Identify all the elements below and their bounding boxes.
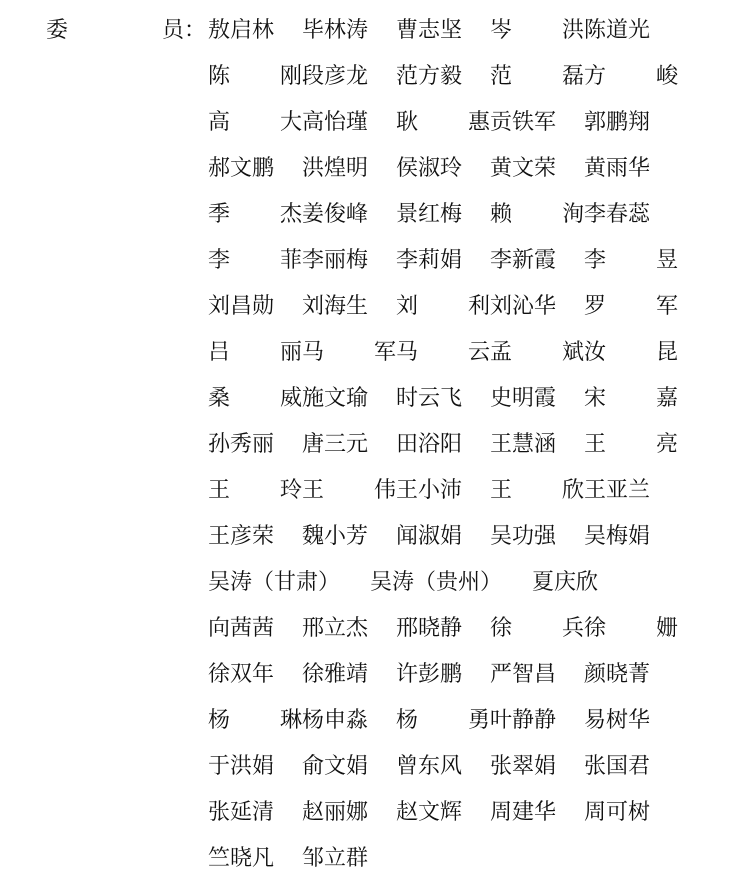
member-name: 李莉娟 [396, 248, 463, 273]
member-name: 岑 洪 [490, 18, 584, 43]
member-name: 严智昌 [490, 662, 557, 687]
member-name: 邢立杰 [302, 616, 369, 641]
member-name: 李新霞 [490, 248, 557, 273]
member-name: 施文瑜 [302, 386, 369, 411]
member-name: 汝 昆 [584, 340, 678, 365]
member-name: 闻淑娟 [396, 524, 463, 549]
member-name: 竺晓凡 [208, 846, 275, 871]
member-name: 张国君 [584, 754, 651, 779]
member-name-list [208, 14, 728, 888]
member-name: 吕 丽 [208, 340, 302, 365]
member-name: 刘海生 [302, 294, 369, 319]
member-name: 周建华 [490, 800, 557, 825]
member-name: 史明霞 [490, 386, 557, 411]
member-name: 唐三元 [302, 432, 369, 457]
name-row [208, 336, 728, 382]
member-name: 吴涛（甘肃） [208, 570, 341, 595]
member-name: 易树华 [584, 708, 651, 733]
member-name: 孙秀丽 [208, 432, 275, 457]
member-name: 刘 利 [396, 294, 490, 319]
member-name: 张延清 [208, 800, 275, 825]
member-name: 王亚兰 [584, 478, 651, 503]
name-row [208, 106, 728, 152]
member-name: 黄文荣 [490, 156, 557, 181]
member-name: 陈 刚 [208, 64, 302, 89]
member-name: 王 伟 [302, 478, 396, 503]
member-name: 高 大 [208, 110, 302, 135]
member-name: 向茜茜 [208, 616, 275, 641]
name-row [208, 198, 728, 244]
member-name: 刘沁华 [490, 294, 557, 319]
member-name: 宋 嘉 [584, 386, 678, 411]
member-name: 许彭鹏 [396, 662, 463, 687]
member-name: 吴功强 [490, 524, 557, 549]
member-name: 毕林涛 [302, 18, 369, 43]
member-name: 徐雅靖 [302, 662, 369, 687]
member-name: 洪煌明 [302, 156, 369, 181]
member-name: 时云飞 [396, 386, 463, 411]
member-name: 黄雨华 [584, 156, 651, 181]
member-name: 李春蕊 [584, 202, 651, 227]
member-name: 王慧涵 [490, 432, 557, 457]
name-row [208, 428, 728, 474]
name-row [208, 658, 728, 704]
member-name: 桑 威 [208, 386, 302, 411]
member-name: 王 欣 [490, 478, 584, 503]
member-name: 徐 兵 [490, 616, 584, 641]
member-name: 魏小芳 [302, 524, 369, 549]
name-row [208, 612, 728, 658]
member-name: 孟 斌 [490, 340, 584, 365]
member-name: 罗 军 [584, 294, 678, 319]
name-row [208, 382, 728, 428]
member-name: 吴涛（贵州） [370, 570, 503, 595]
member-name: 杨 琳 [208, 708, 302, 733]
member-name: 俞文娟 [302, 754, 369, 779]
member-name: 颜晓菁 [584, 662, 651, 687]
member-name: 郝文鹏 [208, 156, 275, 181]
member-name: 夏庆欣 [532, 570, 599, 595]
name-row [208, 290, 728, 336]
member-name: 叶静静 [490, 708, 557, 733]
member-name: 李 菲 [208, 248, 302, 273]
member-name: 杨申淼 [302, 708, 369, 733]
member-name: 方 峻 [584, 64, 678, 89]
member-name: 邹立群 [302, 846, 369, 871]
member-name: 王 玲 [208, 478, 302, 503]
name-row [208, 520, 728, 566]
member-name: 徐 姗 [584, 616, 678, 641]
name-row [208, 750, 728, 796]
name-row [208, 14, 728, 60]
member-name: 邢晓静 [396, 616, 463, 641]
member-name: 李丽梅 [302, 248, 369, 273]
member-name: 刘昌勋 [208, 294, 275, 319]
member-name: 赵文辉 [396, 800, 463, 825]
member-name: 郭鹏翔 [584, 110, 651, 135]
member-name: 曾东风 [396, 754, 463, 779]
member-name: 曹志坚 [396, 18, 463, 43]
member-name: 马 云 [396, 340, 490, 365]
member-name: 段彦龙 [302, 64, 369, 89]
member-name: 姜俊峰 [302, 202, 369, 227]
member-name: 敖启林 [208, 18, 275, 43]
member-name: 陈道光 [584, 18, 651, 43]
member-name: 徐双年 [208, 662, 275, 687]
name-row [208, 152, 728, 198]
member-name: 赵丽娜 [302, 800, 369, 825]
member-name: 于洪娟 [208, 754, 275, 779]
member-name: 耿 惠 [396, 110, 490, 135]
member-name: 范方毅 [396, 64, 463, 89]
member-name: 马 军 [302, 340, 396, 365]
member-name: 王彦荣 [208, 524, 275, 549]
member-name: 侯淑玲 [396, 156, 463, 181]
member-name: 贡铁军 [490, 110, 557, 135]
member-name: 景红梅 [396, 202, 463, 227]
role-label-rest: 员： [162, 18, 207, 43]
member-name: 范 磊 [490, 64, 584, 89]
member-name: 李 昱 [584, 248, 678, 273]
name-row [208, 796, 728, 842]
name-row [208, 474, 728, 520]
name-row [208, 704, 728, 750]
member-name: 张翠娟 [490, 754, 557, 779]
member-name: 杨 勇 [396, 708, 490, 733]
member-name: 吴梅娟 [584, 524, 651, 549]
member-name: 王小沛 [396, 478, 463, 503]
name-row [208, 842, 728, 888]
member-name: 周可树 [584, 800, 651, 825]
member-name: 季 杰 [208, 202, 302, 227]
member-name: 田浴阳 [396, 432, 463, 457]
role-label-first-char: 委 [46, 18, 69, 43]
member-name: 王 亮 [584, 432, 678, 457]
name-row [208, 244, 728, 290]
member-name: 高怡瑾 [302, 110, 369, 135]
name-row [208, 566, 728, 612]
member-name: 赖 洵 [490, 202, 584, 227]
name-row [208, 60, 728, 106]
